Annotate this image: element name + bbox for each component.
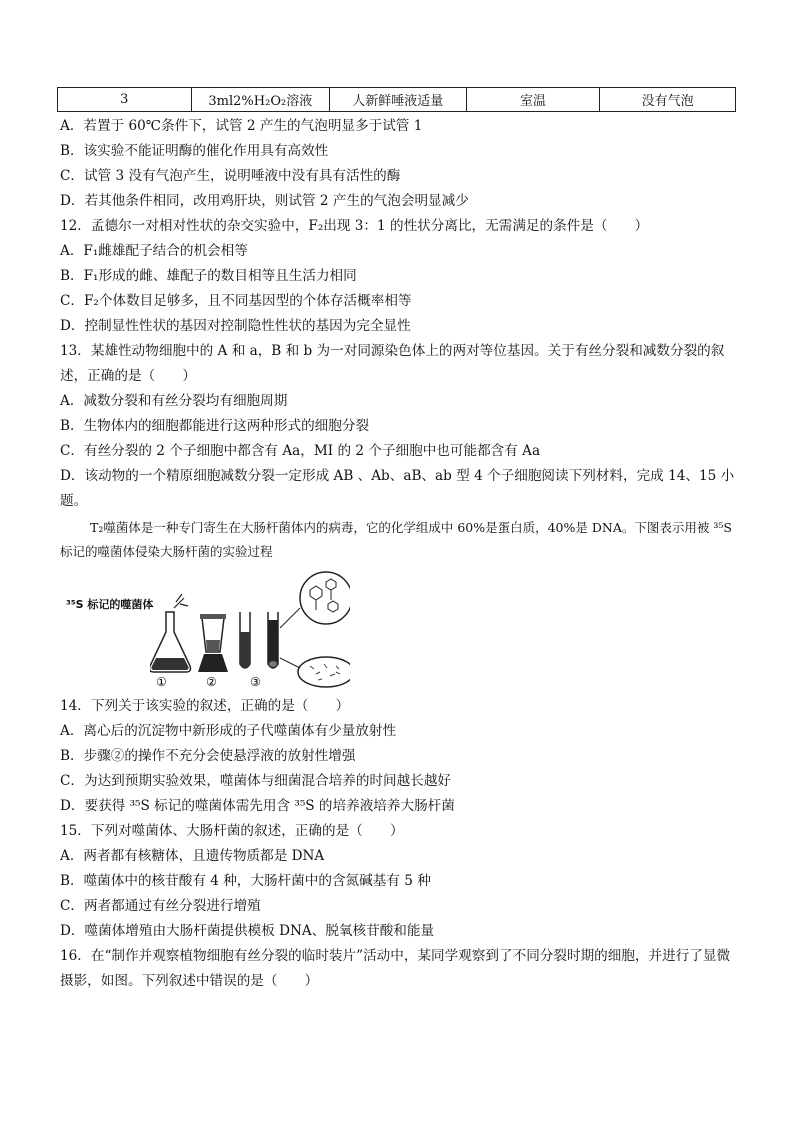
step-2-label: ② [206,675,217,688]
reagent-cell: 人新鲜唾液适量 [329,88,466,112]
figure-label: ³⁵S 标记的噬菌体 [66,598,154,611]
q15-stem: 15．下列对噬菌体、大肠杆菌的叙述，正确的是（ ） [60,823,404,839]
q11-option-c: C．试管 3 没有气泡产生，说明唾液中没有具有活性的酶 [60,168,401,184]
q14-stem: 14．下列关于该实验的叙述，正确的是（ ） [60,698,350,714]
experiment-figure [60,568,740,688]
centrifuge-tube-icon [240,612,250,668]
q13-option-b: B．生物体内的细胞都能进行这两种形式的细胞分裂 [60,418,370,434]
q14-option-a: A．离心后的沉淀物中新形成的子代噬菌体有少量放射性 [60,723,397,739]
q14-option-d: D．要获得 ³⁵S 标记的噬菌体需先用含 ³⁵S 的培养液培养大肠杆菌 [60,798,455,814]
q12-stem: 12．孟德尔一对相对性状的杂交实验中，F₂出现 3：1 的性状分离比，无需满足的条件是（ ） [60,218,649,234]
blender-icon [198,614,228,672]
step-1-label: ① [156,675,167,688]
q16-stem: 16．在“制作并观察植物细胞有丝分裂的临时装片”活动中，某同学观察到了不同分裂时期的细胞，并进行了显微摄影，如图。下列叙述中错误的是（ ） [60,948,731,989]
question-body [60,114,740,994]
tube-number-cell: 3 [58,88,192,112]
q13-option-a: A．减数分裂和有丝分裂均有细胞周期 [60,393,288,409]
q14-option-b: B．步骤②的操作不充分会使悬浮液的放射性增强 [60,748,356,764]
q11-option-b: B．该实验不能证明酶的催化作用具有高效性 [60,143,329,159]
phage-experiment-diagram [150,568,350,688]
q11-option-a: A．若置于 60℃条件下，试管 2 产生的气泡明显多于试管 1 [60,118,423,134]
q15-option-d: D．噬菌体增殖由大肠杆菌提供模板 DNA、脱氧核苷酸和能量 [60,923,435,939]
q11-option-d: D．若其他条件相同，改用鸡肝块，则试管 2 产生的气泡会明显减少 [60,193,469,209]
q15-option-c: C．两者都通过有丝分裂进行增殖 [60,898,261,914]
magnified-bacteria-icon [298,657,350,687]
temperature-cell: 室温 [466,88,600,112]
q12-option-a: A．F₁雌雄配子结合的机会相等 [60,243,248,259]
magnified-phage-icon [300,572,350,624]
q12-option-b: B．F₁形成的雌、雄配子的数目相等且生活力相同 [60,268,357,284]
flask-icon [150,594,191,672]
q12-option-c: C．F₂个体数目足够多，且不同基因型的个体存活概率相等 [60,293,412,309]
q14-option-c: C．为达到预期实验效果，噬菌体与细菌混合培养的时间越长越好 [60,773,452,789]
experiment-table [57,87,736,112]
step-3-label: ③ [250,675,261,688]
q13-option-d: D．该动物的一个精原细胞减数分裂一定形成 AB 、Ab、aB、ab 型 4 个子细胞阅读下列材料，完成 14、15 小题。 [60,468,735,509]
solution-cell: 3ml2%H₂O₂溶液 [191,88,329,112]
table-row [58,88,736,112]
q13-stem: 13．某雄性动物细胞中的 A 和 a，B 和 b 为一对同源染色体上的两对等位基因。关于有丝分裂和减数分裂的叙述，正确的是（ ） [60,343,725,384]
q13-option-c: C．有丝分裂的 2 个子细胞中都含有 Aa，MI 的 2 个子细胞中也可能都含有 Aa [60,443,541,459]
result-cell: 没有气泡 [600,88,736,112]
centrifuge-tube-icon [268,612,278,668]
q15-option-b: B．噬菌体中的核苷酸有 4 种，大肠杆菌中的含氮碱基有 5 种 [60,873,431,889]
q12-option-d: D．控制显性性状的基因对控制隐性性状的基因为完全显性 [60,318,411,334]
q15-option-a: A．两者都有核糖体，且遗传物质都是 DNA [60,848,325,864]
reading-passage: T₂噬菌体是一种专门寄生在大肠杆菌体内的病毒，它的化学组成中 60%是蛋白质，40%是 DNA。下图表示用被 ³⁵S 标记的噬菌体侵染大肠杆菌的实验过程 [60,520,732,559]
